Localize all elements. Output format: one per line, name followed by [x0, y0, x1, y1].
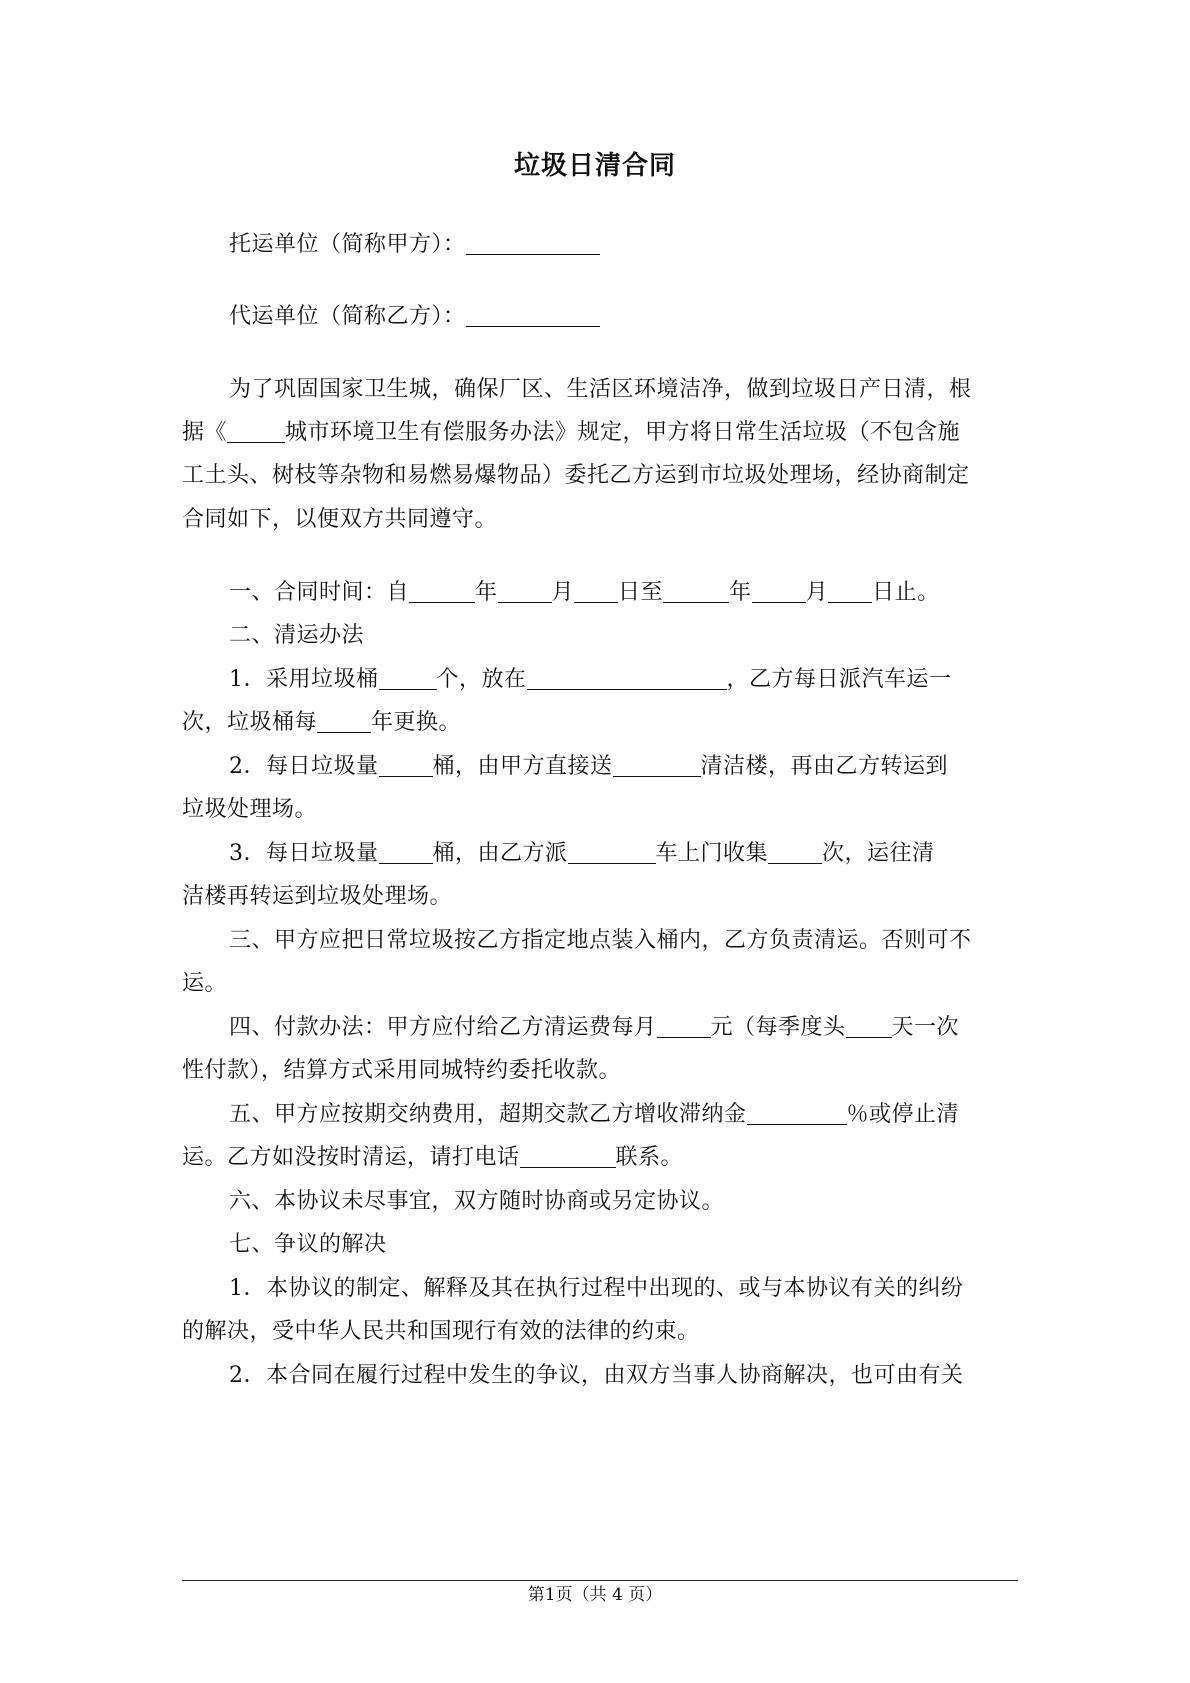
- section-7-item-2-line-1: 2．本合同在履行过程中发生的争议，由双方当事人协商解决，也可由有关: [229, 1363, 964, 1388]
- start-day-blank[interactable]: [574, 580, 618, 603]
- party-b-line: [229, 302, 600, 332]
- end-month-blank[interactable]: [752, 580, 806, 603]
- section-6: 六、本协议未尽事宜，双方随时协商或另定协议。: [229, 1189, 725, 1214]
- section-4-line-1: 四、付款办法：甲方应付给乙方清运费每月 元（每季度头 天一次: [229, 1015, 960, 1040]
- section-4-line-2: 性付款），结算方式采用同城特约委托收款。: [182, 1058, 622, 1083]
- intro-line-3: 工土头、树枝等杂物和易燃易爆物品）委托乙方运到市垃圾处理场，经协商制定: [182, 463, 970, 488]
- bin-location-blank[interactable]: [527, 667, 727, 690]
- item-2-line-2: 垃圾处理场。: [182, 797, 318, 822]
- item-1-line-1: 1．采用垃圾桶 个，放在 ，乙方每日派汽车运一: [229, 667, 952, 692]
- party-a-line: [229, 230, 600, 260]
- vehicle-blank[interactable]: [568, 841, 656, 864]
- party-b-label: 代运单位（简称乙方）：: [229, 304, 466, 329]
- party-a-label: 托运单位（简称甲方）：: [229, 232, 466, 257]
- section-7-item-1-line-1: 1．本协议的制定、解释及其在执行过程中出现的、或与本协议有关的纠纷: [229, 1276, 964, 1301]
- bin-count-blank[interactable]: [379, 667, 437, 690]
- start-year-blank[interactable]: [409, 580, 475, 603]
- document-title: 垃圾日清合同: [513, 151, 676, 181]
- bin-replace-years-blank[interactable]: [317, 710, 371, 733]
- intro-line-1: 为了巩固国家卫生城，确保厂区、生活区环境洁净，做到垃圾日产日清，根: [229, 377, 972, 402]
- item-3-line-1: 3．每日垃圾量 桶，由乙方派 车上门收集 次，运往清: [229, 841, 935, 866]
- section-5-line-1: 五、甲方应按期交纳费用，超期交款乙方增收滞纳金 ％或停止清: [229, 1102, 960, 1127]
- section-3-line-2: 运。: [182, 971, 228, 996]
- item-3-line-2: 洁楼再转运到垃圾处理场。: [182, 884, 453, 909]
- party-a-blank[interactable]: [466, 232, 600, 255]
- end-year-blank[interactable]: [663, 580, 729, 603]
- monthly-fee-blank[interactable]: [657, 1015, 711, 1038]
- page-number: 第1页（共 4 页）: [527, 1585, 663, 1605]
- item-1-line-2: 次，垃圾桶每 年更换。: [182, 710, 462, 735]
- section-1-contract-time: 一、合同时间：自 年 月 日至 年 月 日止。: [229, 580, 940, 605]
- party-b-blank[interactable]: [466, 304, 600, 327]
- intro-line-2: 据《 城市环境卫生有偿服务办法》规定，甲方将日常生活垃圾（不包含施: [182, 420, 961, 445]
- late-fee-percent-blank[interactable]: [747, 1102, 847, 1125]
- intro-blank[interactable]: [227, 420, 285, 443]
- item-2-line-1: 2．每日垃圾量 桶，由甲方直接送 清洁楼，再由乙方转运到: [229, 754, 949, 779]
- start-month-blank[interactable]: [498, 580, 552, 603]
- section-3-line-1: 三、甲方应把日常垃圾按乙方指定地点装入桶内，乙方负责清运。否则可不: [229, 928, 972, 953]
- footer-divider: [182, 1580, 1018, 1581]
- delivery-target-blank[interactable]: [613, 754, 701, 777]
- daily-volume-blank-3[interactable]: [379, 841, 433, 864]
- section-7-heading: 七、争议的解决: [229, 1232, 387, 1257]
- intro-line-4: 合同如下，以便双方共同遵守。: [182, 507, 498, 532]
- phone-blank[interactable]: [520, 1145, 616, 1168]
- section-5-line-2: 运。乙方如没按时清运，请打电话 联系。: [182, 1145, 684, 1170]
- daily-volume-blank-2[interactable]: [379, 754, 433, 777]
- section-2-heading: 二、清运办法: [229, 623, 365, 648]
- section-7-item-1-line-2: 的解决，受中华人民共和国现行有效的法律的约束。: [182, 1319, 700, 1344]
- end-day-blank[interactable]: [828, 580, 872, 603]
- collection-times-blank[interactable]: [768, 841, 822, 864]
- payment-days-blank[interactable]: [846, 1015, 892, 1038]
